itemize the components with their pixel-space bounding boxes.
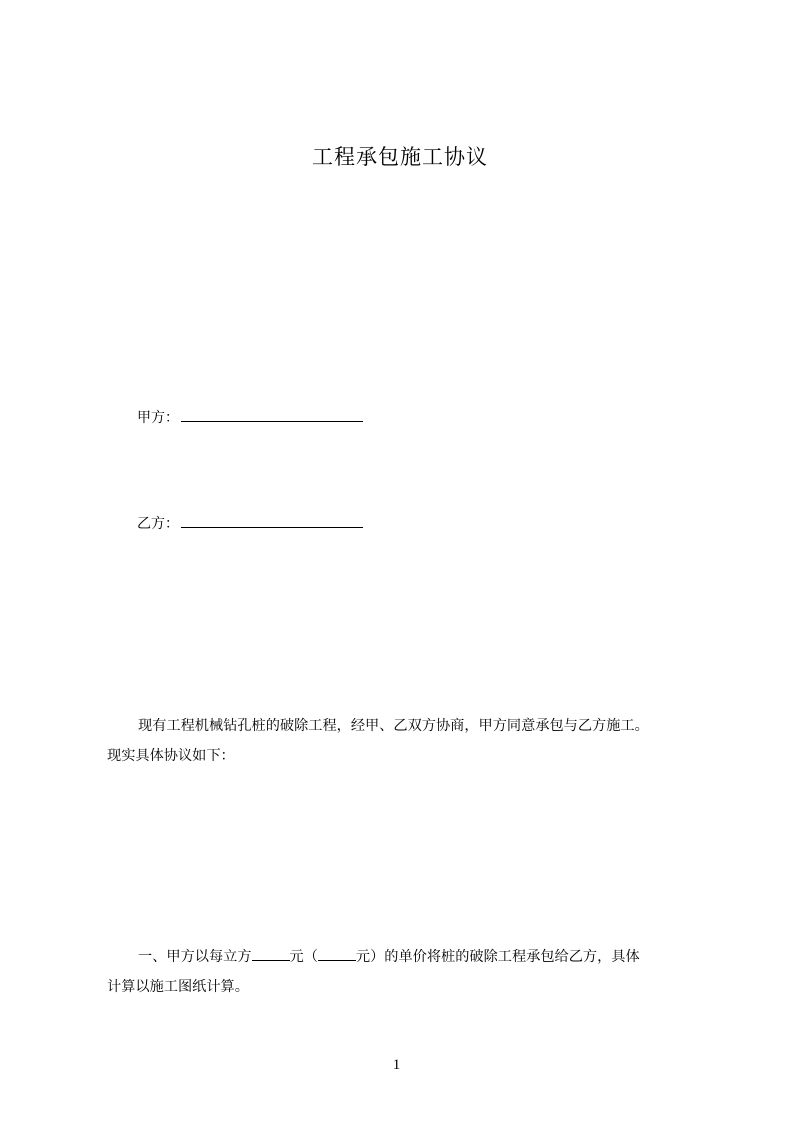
intro-paragraph — [107, 711, 727, 771]
party-a-row — [137, 407, 363, 428]
party-b-blank — [181, 513, 363, 528]
intro-line-1: 现有工程机械钻孔桩的破除工程，经甲、乙双方协商，甲方同意承包与乙方施工。 — [138, 718, 649, 734]
intro-line-2: 现实具体协议如下： — [107, 748, 235, 764]
party-a-label: 甲方： — [137, 410, 179, 426]
clause-1-paragraph — [107, 942, 727, 1002]
document-title: 工程承包施工协议 — [312, 145, 488, 169]
clause-1-line-1 — [107, 942, 727, 972]
clause-1-text-c: 元）的单价将桩的破除工程承包给乙方，具体 — [355, 949, 640, 965]
page-number: 1 — [392, 1057, 401, 1073]
party-a-blank — [181, 407, 363, 422]
unit-price-uppercase-blank — [318, 946, 356, 961]
party-b-label: 乙方： — [137, 516, 179, 532]
clause-1-text-b: 元（ — [289, 949, 318, 965]
party-b-row — [137, 513, 363, 534]
clause-1-text-a: 一、甲方以每立方 — [138, 949, 252, 965]
clause-1-line-2: 计算以施工图纸计算。 — [107, 979, 249, 995]
unit-price-blank — [252, 946, 290, 961]
